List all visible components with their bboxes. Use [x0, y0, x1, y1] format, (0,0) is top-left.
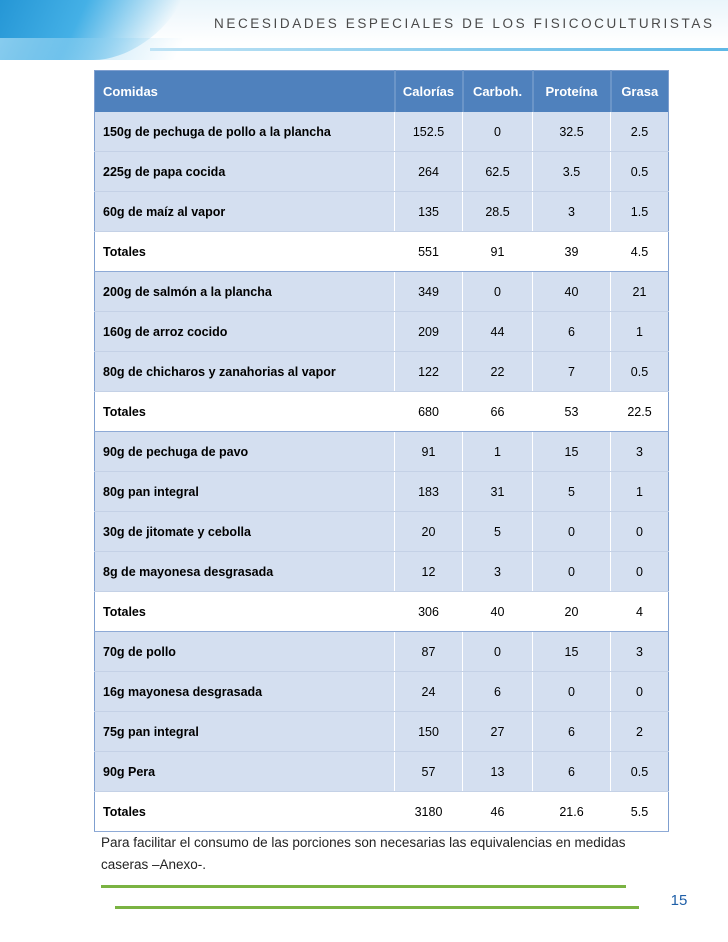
protein-cell: 15	[533, 632, 611, 672]
totals-row	[95, 792, 669, 832]
fat-cell: 2.5	[611, 112, 669, 152]
protein-cell: 0	[533, 672, 611, 712]
carbs-cell: 5	[463, 512, 533, 552]
food-cell: 160g de arroz cocido	[95, 312, 395, 352]
table-row	[95, 432, 669, 472]
carbs-cell: 62.5	[463, 152, 533, 192]
note-paragraph: Para facilitar el consumo de las porciones son necesarias las equivalencias en medidas caseras –Anexo-.	[101, 835, 626, 872]
calories-cell: 24	[395, 672, 463, 712]
carbs-cell: 0	[463, 112, 533, 152]
page-number: 15	[657, 886, 701, 916]
table-row	[95, 272, 669, 312]
protein-cell: 32.5	[533, 112, 611, 152]
carbs-cell: 66	[463, 392, 533, 432]
carbs-cell: 27	[463, 712, 533, 752]
protein-cell: 15	[533, 432, 611, 472]
food-cell: 30g de jitomate y cebolla	[95, 512, 395, 552]
food-cell: Totales	[95, 392, 395, 432]
carbs-cell: 6	[463, 672, 533, 712]
carbs-cell: 13	[463, 752, 533, 792]
footer-rule-bottom	[115, 906, 639, 909]
protein-cell: 5	[533, 472, 611, 512]
protein-cell: 6	[533, 712, 611, 752]
document-header-title: NECESIDADES ESPECIALES DE LOS FISICOCULTURISTAS	[214, 16, 715, 31]
food-cell: 200g de salmón a la plancha	[95, 272, 395, 312]
protein-cell: 6	[533, 752, 611, 792]
table-row	[95, 512, 669, 552]
protein-cell: 53	[533, 392, 611, 432]
food-cell: 8g de mayonesa desgrasada	[95, 552, 395, 592]
column-header-calories: Calorías	[395, 71, 463, 113]
fat-cell: 1	[611, 312, 669, 352]
totals-row	[95, 392, 669, 432]
calories-cell: 183	[395, 472, 463, 512]
carbs-cell: 22	[463, 352, 533, 392]
fat-cell: 0.5	[611, 152, 669, 192]
table-row	[95, 552, 669, 592]
table-row	[95, 712, 669, 752]
fat-cell: 3	[611, 432, 669, 472]
table-row	[95, 352, 669, 392]
fat-cell: 21	[611, 272, 669, 312]
nutrition-table	[94, 70, 669, 832]
carbs-cell: 0	[463, 272, 533, 312]
column-header-carbs: Carboh.	[463, 71, 533, 113]
table-row	[95, 752, 669, 792]
carbs-cell: 40	[463, 592, 533, 632]
food-cell: 225g de papa cocida	[95, 152, 395, 192]
table-row	[95, 192, 669, 232]
calories-cell: 264	[395, 152, 463, 192]
protein-cell: 0	[533, 512, 611, 552]
food-cell: 16g mayonesa desgrasada	[95, 672, 395, 712]
calories-cell: 57	[395, 752, 463, 792]
calories-cell: 91	[395, 432, 463, 472]
fat-cell: 0	[611, 552, 669, 592]
table-header-row	[95, 71, 669, 113]
food-cell: 90g Pera	[95, 752, 395, 792]
fat-cell: 1.5	[611, 192, 669, 232]
food-cell: Totales	[95, 592, 395, 632]
carbs-cell: 1	[463, 432, 533, 472]
totals-row	[95, 592, 669, 632]
carbs-cell: 28.5	[463, 192, 533, 232]
column-header-fat: Grasa	[611, 71, 669, 113]
calories-cell: 551	[395, 232, 463, 272]
fat-cell: 1	[611, 472, 669, 512]
footer-rule-top	[101, 885, 626, 888]
carbs-cell: 0	[463, 632, 533, 672]
calories-cell: 209	[395, 312, 463, 352]
calories-cell: 306	[395, 592, 463, 632]
calories-cell: 87	[395, 632, 463, 672]
calories-cell: 12	[395, 552, 463, 592]
calories-cell: 3180	[395, 792, 463, 832]
food-cell: Totales	[95, 232, 395, 272]
column-header-protein: Proteína	[533, 71, 611, 113]
food-cell: 150g de pechuga de pollo a la plancha	[95, 112, 395, 152]
protein-cell: 39	[533, 232, 611, 272]
calories-cell: 150	[395, 712, 463, 752]
table-row	[95, 312, 669, 352]
food-cell: 75g pan integral	[95, 712, 395, 752]
protein-cell: 21.6	[533, 792, 611, 832]
fat-cell: 0	[611, 512, 669, 552]
carbs-cell: 3	[463, 552, 533, 592]
food-cell: 80g pan integral	[95, 472, 395, 512]
protein-cell: 0	[533, 552, 611, 592]
protein-cell: 7	[533, 352, 611, 392]
totals-row	[95, 232, 669, 272]
fat-cell: 0	[611, 672, 669, 712]
food-cell: 80g de chicharos y zanahorias al vapor	[95, 352, 395, 392]
column-header-foods: Comidas	[95, 71, 395, 113]
food-cell: 70g de pollo	[95, 632, 395, 672]
fat-cell: 0.5	[611, 352, 669, 392]
table-row	[95, 632, 669, 672]
fat-cell: 22.5	[611, 392, 669, 432]
table-row	[95, 112, 669, 152]
protein-cell: 3	[533, 192, 611, 232]
carbs-cell: 31	[463, 472, 533, 512]
header-banner	[0, 0, 728, 62]
carbs-cell: 44	[463, 312, 533, 352]
table-row	[95, 152, 669, 192]
banner-underline	[150, 48, 728, 51]
food-cell: 60g de maíz al vapor	[95, 192, 395, 232]
fat-cell: 4.5	[611, 232, 669, 272]
calories-cell: 135	[395, 192, 463, 232]
food-cell: 90g de pechuga de pavo	[95, 432, 395, 472]
calories-cell: 20	[395, 512, 463, 552]
protein-cell: 20	[533, 592, 611, 632]
table-row	[95, 672, 669, 712]
protein-cell: 6	[533, 312, 611, 352]
fat-cell: 4	[611, 592, 669, 632]
protein-cell: 40	[533, 272, 611, 312]
calories-cell: 152.5	[395, 112, 463, 152]
fat-cell: 0.5	[611, 752, 669, 792]
table-row	[95, 472, 669, 512]
protein-cell: 3.5	[533, 152, 611, 192]
table-body	[95, 112, 669, 832]
calories-cell: 122	[395, 352, 463, 392]
fat-cell: 2	[611, 712, 669, 752]
calories-cell: 349	[395, 272, 463, 312]
fat-cell: 5.5	[611, 792, 669, 832]
fat-cell: 3	[611, 632, 669, 672]
food-cell: Totales	[95, 792, 395, 832]
carbs-cell: 46	[463, 792, 533, 832]
calories-cell: 680	[395, 392, 463, 432]
carbs-cell: 91	[463, 232, 533, 272]
